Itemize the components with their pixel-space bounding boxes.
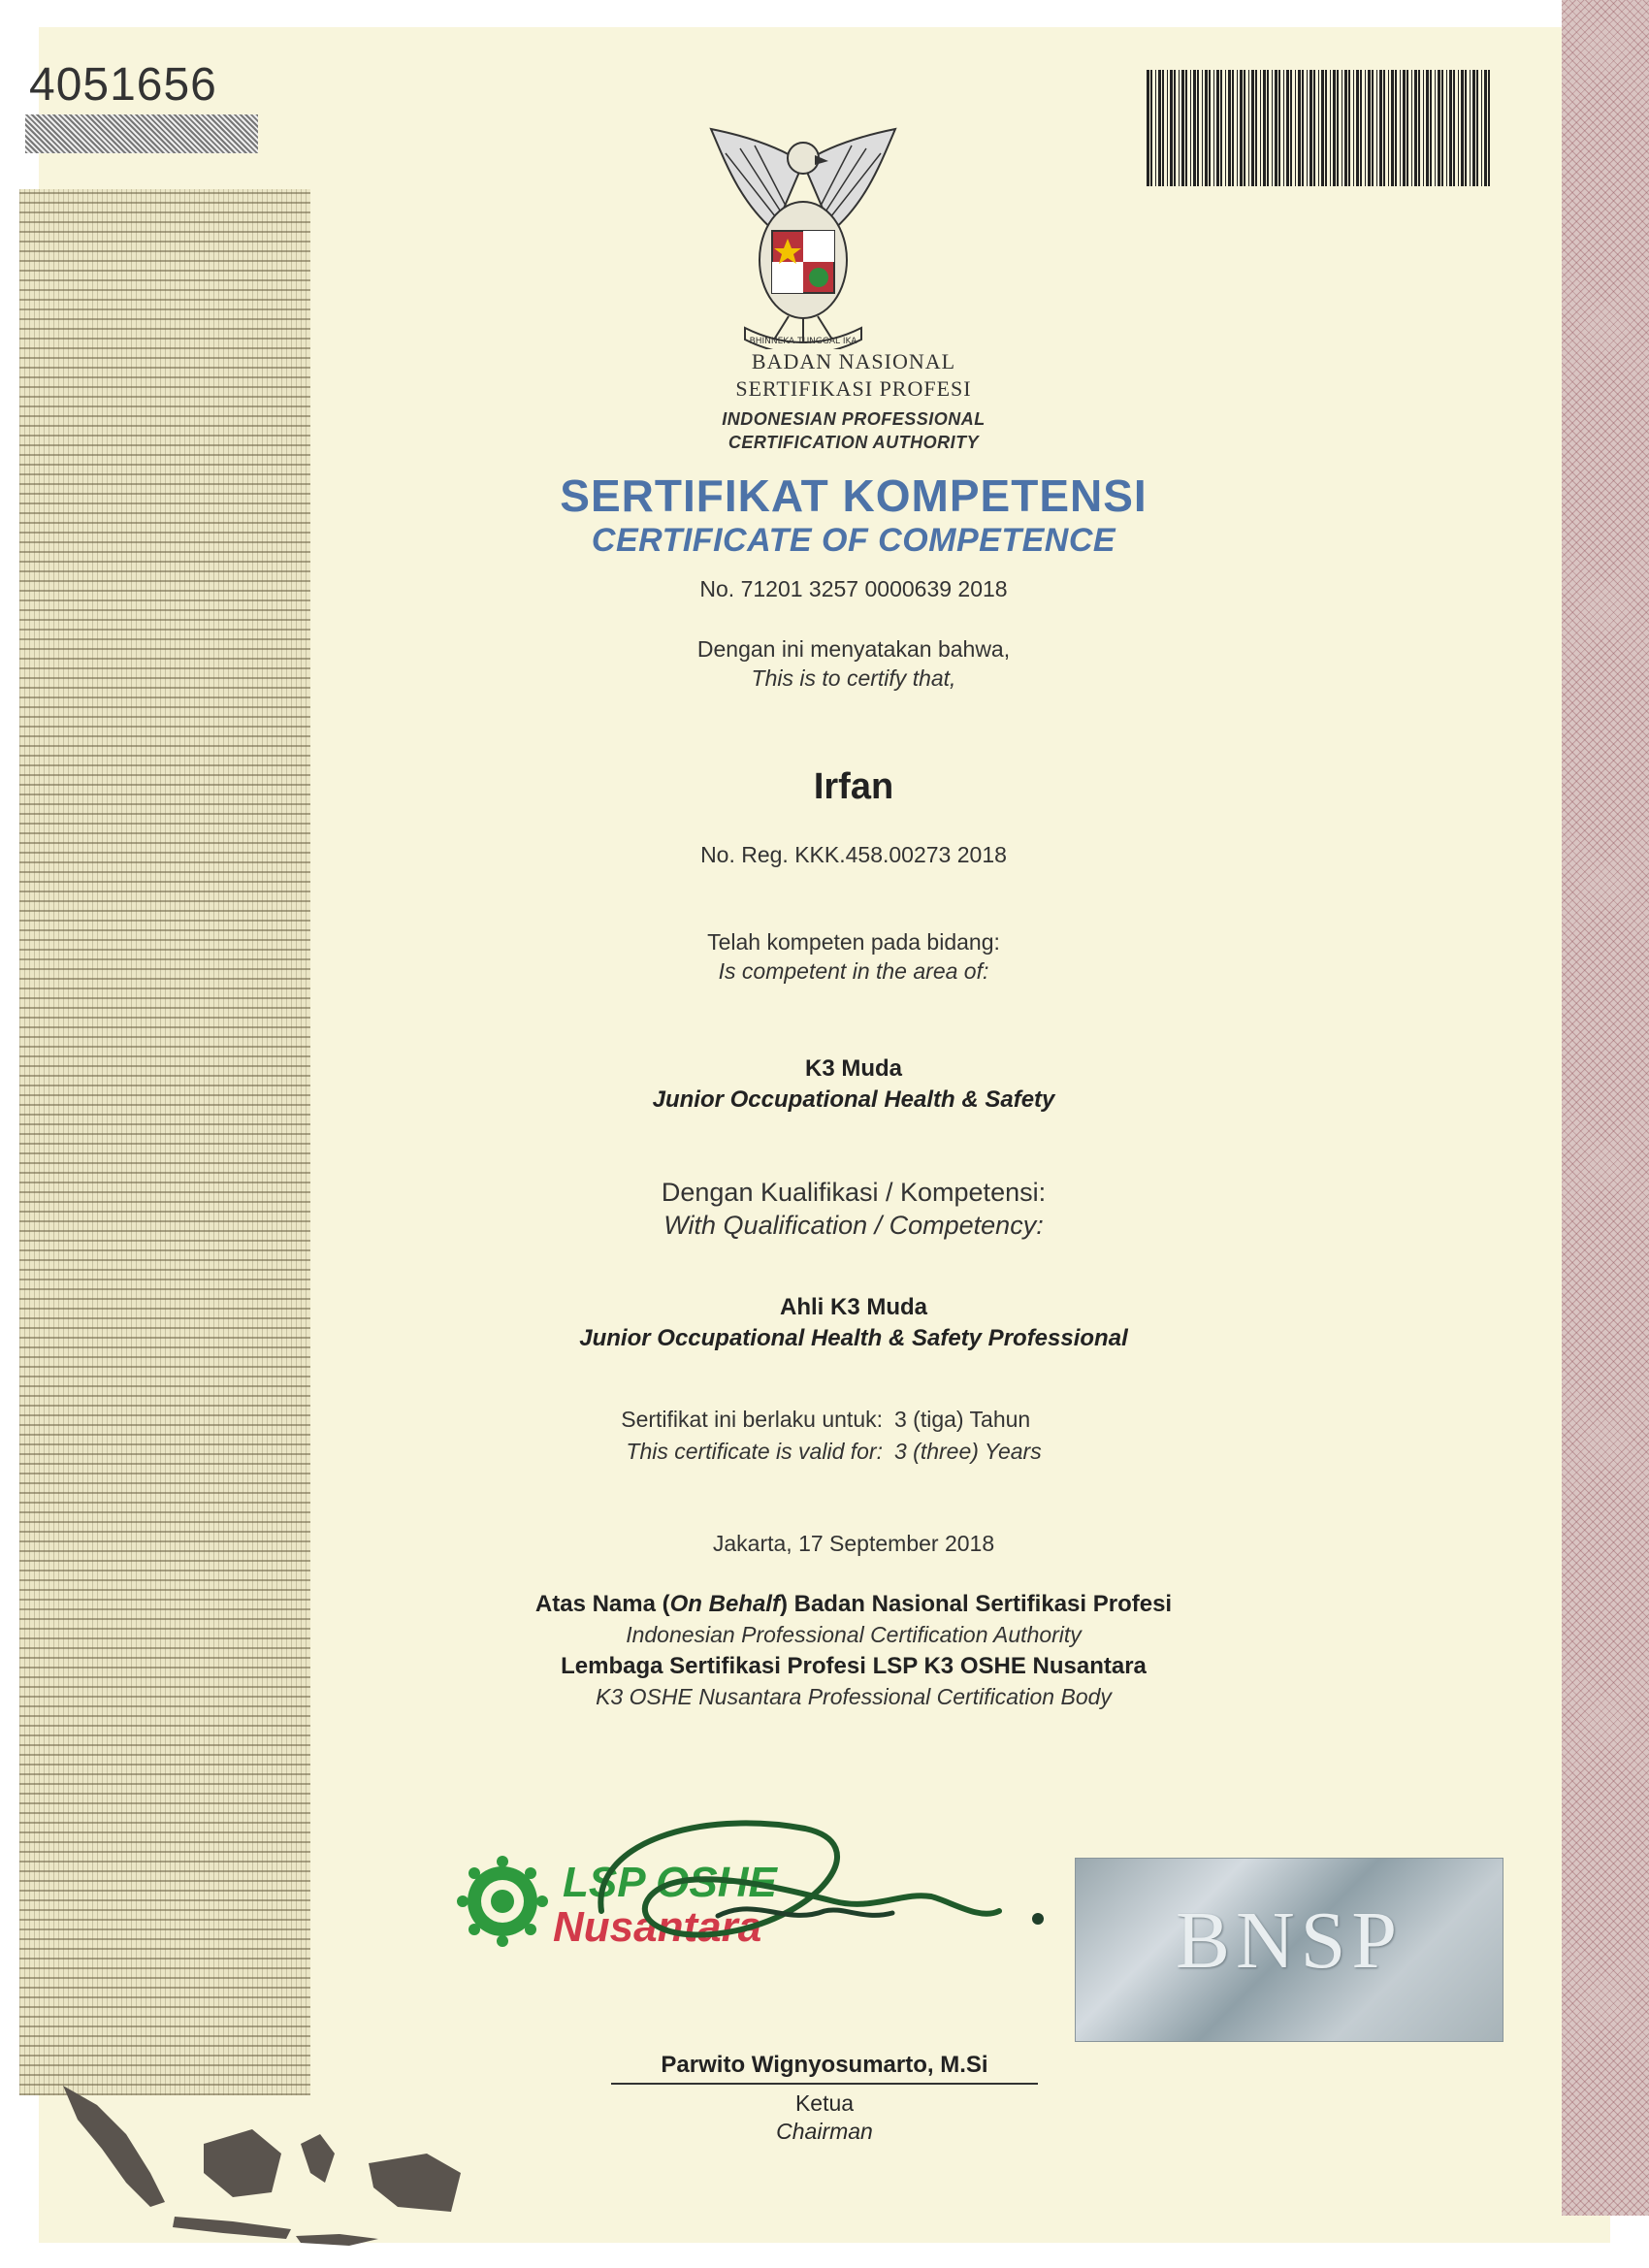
barcode-bar xyxy=(1430,70,1432,186)
on-behalf-suffix: ) Badan Nasional Sertifikasi Profesi xyxy=(779,1591,1173,1617)
barcode-bar xyxy=(1179,70,1180,186)
barcode-bar xyxy=(1353,70,1354,186)
barcode-bar xyxy=(1185,70,1187,186)
lsp-logo-line1: LSP OSHE xyxy=(563,1859,777,1906)
signatory-block xyxy=(611,2052,1038,2145)
certificate-subtitle: CERTIFICATE OF COMPETENCE xyxy=(591,522,1116,559)
competent-text-en: Is competent in the area of: xyxy=(718,958,989,984)
competency-area-en: Junior Occupational Health & Safety xyxy=(652,1086,1055,1113)
barcode-bar xyxy=(1360,70,1362,186)
garuda-emblem-icon xyxy=(706,124,900,349)
barcode-bar xyxy=(1286,70,1289,186)
barcode-bar xyxy=(1484,70,1487,186)
barcode-bar xyxy=(1307,70,1308,186)
barcode-bar xyxy=(1174,70,1176,186)
validity-block xyxy=(563,1407,1042,1465)
emblem-motto: BHINNEKA TUNGGAL IKA xyxy=(749,337,857,346)
barcode-bar xyxy=(1267,70,1269,186)
barcode-bar xyxy=(1400,70,1401,186)
qualification-label-en: With Qualification / Competency: xyxy=(663,1211,1044,1240)
barcode-bar xyxy=(1302,70,1304,186)
barcode-bar xyxy=(1325,70,1327,186)
barcode-bar xyxy=(1298,70,1301,186)
authority-name-en-line1: INDONESIAN PROFESSIONAL xyxy=(722,409,986,429)
barcode-bar xyxy=(1313,70,1315,186)
barcode-bar xyxy=(1435,70,1436,186)
guilloche-border xyxy=(1562,0,1649,2216)
barcode-bar xyxy=(1272,70,1273,186)
authority-name-en-line2: CERTIFICATION AUTHORITY xyxy=(728,433,980,452)
barcode-bar xyxy=(1278,70,1280,186)
certification-body-en: K3 OSHE Nusantara Professional Certification Body xyxy=(596,1684,1112,1709)
barcode-bar xyxy=(1379,70,1382,186)
barcode-bar xyxy=(1321,70,1324,186)
lsp-logo-line2: Nusantara xyxy=(553,1903,762,1951)
barcode-bar xyxy=(1388,70,1389,186)
barcode-bar xyxy=(1453,70,1455,186)
barcode-bar xyxy=(1240,70,1243,186)
barcode-bar xyxy=(1213,70,1214,186)
barcode-bar xyxy=(1283,70,1284,186)
qualification-id: Ahli K3 Muda xyxy=(779,1294,927,1320)
barcode-bar xyxy=(1205,70,1208,186)
hologram-text: BNSP xyxy=(1175,1895,1404,1986)
barcode-bar xyxy=(1441,70,1443,186)
barcode-bar xyxy=(1251,70,1254,186)
barcode-bar xyxy=(1193,70,1196,186)
validity-value-en: 3 (three) Years xyxy=(894,1439,1042,1464)
barcode-bar xyxy=(1167,70,1168,186)
serial-hatch-pattern xyxy=(25,114,258,153)
validity-value-id: 3 (tiga) Tahun xyxy=(894,1407,1031,1432)
barcode-bar xyxy=(1411,70,1412,186)
barcode-bar xyxy=(1162,70,1164,186)
barcode-bar xyxy=(1348,70,1350,186)
on-behalf-line xyxy=(320,1591,1387,1618)
barcode-bar xyxy=(1290,70,1292,186)
barcode-bar xyxy=(1449,70,1452,186)
barcode-bar xyxy=(1318,70,1319,186)
barcode-bar xyxy=(1190,70,1191,186)
barcode-bar xyxy=(1423,70,1424,186)
qualification-label-id: Dengan Kualifikasi / Kompetensi: xyxy=(661,1178,1047,1207)
barcode-bar xyxy=(1263,70,1266,186)
barcode xyxy=(1145,70,1494,186)
barcode-bar xyxy=(1368,70,1371,186)
barcode-bar xyxy=(1337,70,1339,186)
barcode-bar xyxy=(1365,70,1366,186)
barcode-bar xyxy=(1461,70,1464,186)
authority-en-line: Indonesian Professional Certification Authority xyxy=(626,1622,1082,1647)
barcode-bar xyxy=(1197,70,1199,186)
signatory-role-en: Chairman xyxy=(776,2119,873,2144)
barcode-bar xyxy=(1470,70,1471,186)
barcode-bar xyxy=(1333,70,1336,186)
on-behalf-italic: On Behalf xyxy=(669,1591,780,1617)
barcode-bar xyxy=(1216,70,1219,186)
barcode-bar xyxy=(1391,70,1394,186)
barcode-bar xyxy=(1395,70,1397,186)
certify-text-en: This is to certify that, xyxy=(751,665,956,691)
serial-number: 4051656 xyxy=(29,59,217,111)
barcode-bar xyxy=(1376,70,1377,186)
barcode-bar xyxy=(1438,70,1440,186)
barcode-bar xyxy=(1465,70,1467,186)
bnsp-hologram-seal xyxy=(1075,1858,1504,2042)
certify-text-id: Dengan ini menyatakan bahwa, xyxy=(696,636,1011,662)
indonesia-map-icon xyxy=(58,2076,466,2260)
barcode-bar xyxy=(1170,70,1173,186)
barcode-bar xyxy=(1383,70,1385,186)
barcode-bar xyxy=(1481,70,1482,186)
barcode-bar xyxy=(1472,70,1475,186)
barcode-bar xyxy=(1209,70,1211,186)
on-behalf-prefix: Atas Nama ( xyxy=(534,1591,670,1617)
barcode-bar xyxy=(1158,70,1161,186)
validity-label-id: Sertifikat ini berlaku untuk: xyxy=(621,1407,883,1432)
barcode-bar xyxy=(1248,70,1249,186)
barcode-bar xyxy=(1147,70,1149,186)
barcode-bar xyxy=(1228,70,1231,186)
barcode-bar xyxy=(1356,70,1359,186)
authority-name-id-line1: BADAN NASIONAL xyxy=(751,349,956,373)
barcode-bar xyxy=(1446,70,1447,186)
barcode-bar xyxy=(1232,70,1234,186)
barcode-bar xyxy=(1488,70,1490,186)
authority-name-id-line2: SERTIFIKASI PROFESI xyxy=(735,376,972,401)
registration-number: No. Reg. KKK.458.00273 2018 xyxy=(700,842,1007,867)
barcode-bar xyxy=(1406,70,1408,186)
competent-text-id: Telah kompeten pada bidang: xyxy=(707,929,1000,955)
barcode-bar xyxy=(1155,70,1156,186)
certification-body-id: Lembaga Sertifikasi Profesi LSP K3 OSHE Nusantara xyxy=(561,1653,1147,1679)
barcode-bar xyxy=(1295,70,1296,186)
barcode-bar xyxy=(1181,70,1184,186)
barcode-bar xyxy=(1244,70,1245,186)
barcode-bar xyxy=(1310,70,1312,186)
barcode-bar xyxy=(1344,70,1347,186)
security-pattern-strip xyxy=(19,189,310,2095)
barcode-bar xyxy=(1372,70,1374,186)
barcode-bar xyxy=(1150,70,1152,186)
barcode-bar xyxy=(1237,70,1238,186)
certificate-number: No. 71201 3257 0000639 2018 xyxy=(699,576,1008,601)
barcode-bar xyxy=(1418,70,1420,186)
competency-area-id: K3 Muda xyxy=(804,1055,902,1082)
barcode-bar xyxy=(1225,70,1226,186)
signatory-name: Parwito Wignyosumarto, M.Si xyxy=(611,2052,1038,2085)
certificate-title: SERTIFIKAT KOMPETENSI xyxy=(560,470,1148,521)
barcode-bar xyxy=(1403,70,1406,186)
handwritten-signature xyxy=(582,1804,1067,1969)
barcode-bar xyxy=(1426,70,1429,186)
barcode-bar xyxy=(1458,70,1459,186)
holder-name: Irfan xyxy=(813,766,894,807)
barcode-bar xyxy=(1476,70,1478,186)
barcode-bar xyxy=(1202,70,1203,186)
barcode-bar xyxy=(1330,70,1331,186)
barcode-bar xyxy=(1414,70,1417,186)
barcode-bar xyxy=(1220,70,1222,186)
signatory-role-id: Ketua xyxy=(794,2090,855,2116)
barcode-bar xyxy=(1260,70,1261,186)
barcode-bar xyxy=(1255,70,1257,186)
qualification-en: Junior Occupational Health & Safety Professional xyxy=(579,1325,1128,1351)
barcode-bar xyxy=(1275,70,1277,186)
validity-label-en: This certificate is valid for: xyxy=(626,1439,883,1464)
place-date: Jakarta, 17 September 2018 xyxy=(712,1531,995,1556)
